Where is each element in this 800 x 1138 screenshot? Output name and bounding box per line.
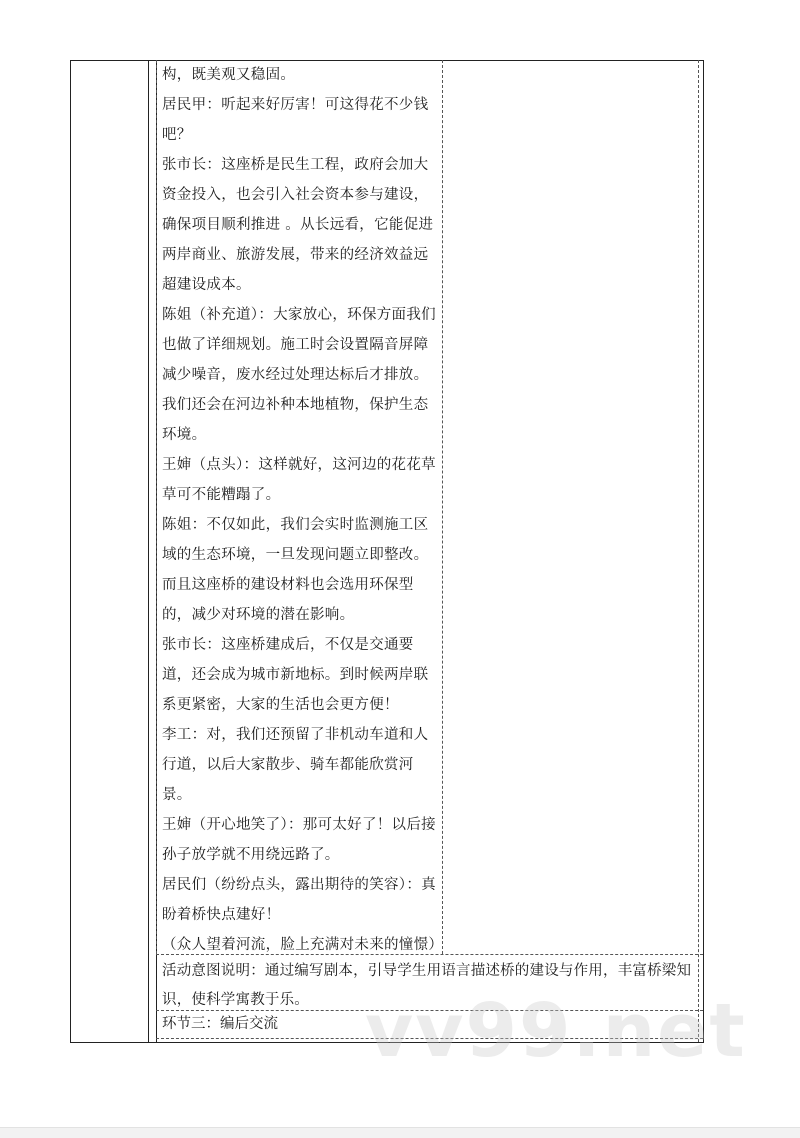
script-line: 陈姐（补充道）：大家放心，环保方面我们也做了详细规划。施工时会设置隔音屏障减少噪音，废水经过处理达标后才排放。我们还会在河边补种本地植物，保护生态环境。 <box>162 307 436 443</box>
script-dialogue <box>162 60 442 960</box>
table-left-border <box>70 60 71 1042</box>
viewer-bottom-bar <box>0 1127 800 1138</box>
script-line: 张市长：这座桥是民生工程，政府会加大资金投入，也会引入社会资本参与建设，确保项目顺利推进 。从长远看，它能促进两岸商业、旅游发展，带来的经济效益远超建设成本。 <box>162 157 434 293</box>
script-line: 陈姐：不仅如此，我们会实时监测施工区域的生态环境，一旦发现问题立即整改。而且这座桥的建设材料也会选用环保型的，减少对环境的潜在影响。 <box>162 517 429 623</box>
script-line: 王婶（开心地笑了）：那可太好了！以后接孙子放学就不用绕远路了。 <box>162 817 436 863</box>
notes-cell-right <box>698 60 699 1042</box>
script-cell-left <box>156 60 157 954</box>
script-line: 居民甲：听起来好厉害！可这得花不少钱吧？ <box>162 97 429 143</box>
table-right-border <box>703 60 704 1042</box>
section-title: 环节三：编后交流 <box>162 1016 278 1032</box>
script-line: 张市长：这座桥建成后，不仅是交通要道，还会成为城市新地标。到时候两岸联系更紧密，大家的生活也会更方便！ <box>162 637 429 713</box>
script-line: 王婶（点头）：这样就好，这河边的花花草草可不能糟蹋了。 <box>162 457 436 503</box>
watermark: vv99.net <box>365 988 747 1074</box>
script-line: 居民们（纷纷点头，露出期待的笑容）：真盼着桥快点建好！ <box>162 877 436 923</box>
script-cell-right <box>442 60 443 954</box>
script-line: 李工：对，我们还预留了非机动车道和人行道，以后大家散步、骑车都能欣赏河景。 <box>162 727 429 803</box>
script-line: （众人望着河流，脸上充满对未来的憧憬） <box>162 937 444 953</box>
script-line: 构，既美观又稳固。 <box>162 67 296 83</box>
col-divider-1 <box>148 60 149 1042</box>
activity-intent: 活动意图说明：通过编写剧本，引导学生用语言描述桥的建设与作用，丰富桥梁知识，使科学寓教于乐。 <box>162 963 692 1008</box>
